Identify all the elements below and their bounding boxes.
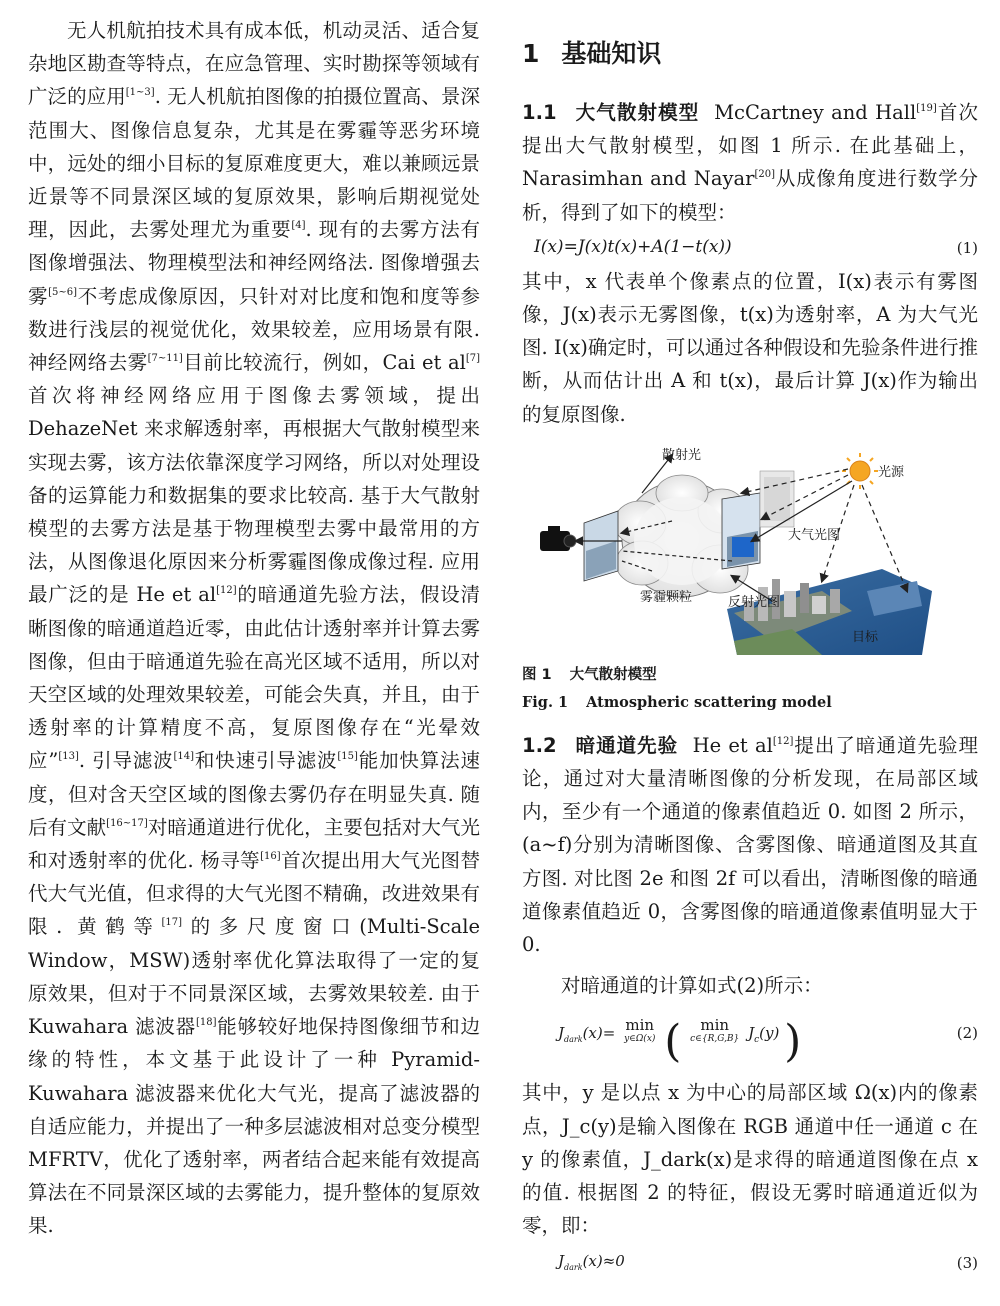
citation: [13] <box>58 751 79 763</box>
citation: [16~17] <box>106 817 148 829</box>
text-run: 提出了暗通道先验理论，通过对大量清晰图像的分析发现，在局部区域内，至少有一个通道的像素值趋近 0. 如图 2 所示，(a~f)分别为清晰图像、含雾图像、暗通道图及其直方图. 对比图 2e 和图 2f 可以看出，清晰图像的暗通道像素值趋近 0，含雾图像的暗通道像素值明显大于 0. <box>522 733 978 957</box>
citation: [17] <box>161 917 182 929</box>
eq2-inner: J <box>748 1024 755 1043</box>
eq2-lhs-sub: dark <box>564 1035 583 1045</box>
text-run: 的多尺度窗口(Multi-Scale Window，MSW)透射率优化算法取得了一定的复原效果，但对于不同景深区域，去雾效果较差. 由于 Kuwahara 滤波器 <box>28 915 480 1039</box>
eq2-min2 <box>690 1016 739 1044</box>
eq2-min1-op: min <box>625 1016 655 1035</box>
eq2-min1 <box>624 1016 655 1044</box>
subsection-1-1-heading <box>522 101 699 124</box>
text-run: 首次提出大气散射模型，如图 1 所示. 在此基础上，Narasimhan and Nayar <box>522 101 978 191</box>
eq3-rhs: (x)≈0 <box>582 1252 625 1271</box>
subsection-1-2-heading <box>522 734 678 757</box>
subsection-number: 1.1 <box>522 101 557 124</box>
eq2-lparen: ( <box>664 1016 682 1068</box>
citation: [19] <box>916 103 937 114</box>
figure-1-caption-text: 大气散射模型 <box>569 666 657 683</box>
equation-2-number: (2) <box>956 1024 978 1043</box>
equation-2 <box>522 1008 978 1068</box>
text-run: 能够较好地保持图像细节和边缘的特性，本文基于此设计了一种 Pyramid-Kuwahara 滤波器来优化大气光，提高了滤波器的自适应能力，并提出了一种多层滤波相对总变分模型 MFRTV，优化了透射率，两者结合起来能有效提高算法在不同景深区域的去雾能力，提升整体的复原效果. <box>28 1015 480 1238</box>
citation: [12] <box>772 735 794 747</box>
right-column <box>522 14 978 1278</box>
text-run: 首次将神经网络应用于图像去雾领域，提出 DehazeNet 来求解透射率，再根据大气散射模型来实现去雾，该方法依靠深度学习网络，所以对处理设备的运算能力和数据集的要求比较高. 基于大气散射模型的去雾方法是基于物理模型去雾中最常用的方法，从图像退化原因来分析雾霾图像成像过程. 应用最广泛的是 He et al <box>28 384 480 607</box>
text-run: 目前比较流行，例如，Cai et al <box>182 351 466 375</box>
figure-1-caption-en <box>522 693 978 713</box>
label-reflect-light-map: 反射光图 <box>728 594 781 610</box>
atmospheric-scattering-diagram <box>522 441 978 655</box>
label-light-source: 光源 <box>878 464 905 480</box>
text-run: 从成像角度进行数学分析，得到了如下的模型： <box>522 167 978 224</box>
text-run: 不考虑成像原因，只针对对比度和饱和度等参数进行浅层的视觉优化，效果较差，应用场景有限. 神经网络去雾 <box>28 284 480 375</box>
text-run: . 无人机航拍图像的拍摄位置高、景深范围大、图像信息复杂，尤其是在雾霾等恶劣环境中，远处的细小目标的复原难度更大，难以兼顾远景近景等不同景深区域的复原效果，影响后期视觉处理，因此，去雾处理尤为重要 <box>28 85 480 242</box>
label-atmos-light-map: 大气光图 <box>788 527 841 543</box>
figure-1-caption-en-text: Atmospheric scattering model <box>586 693 832 711</box>
citation: [18] <box>195 1017 217 1029</box>
text-run: 的暗通道先验方法，假设清晰图像的暗通道趋近零，由此估计透射率并计算去雾图像，但由于暗通道先验在高光区域不适用，所以对天空区域的处理效果较差，可能会失真，并且，由于透射率的计算精度不高，复原图像存在“光晕效应” <box>28 583 480 773</box>
subsection-1-2-paragraph <box>522 729 978 961</box>
equation-2-body <box>558 1016 801 1067</box>
eq2-min2-sub: c∈{R,G,B} <box>690 1034 740 1045</box>
equation-3 <box>522 1246 978 1276</box>
eq2-inner-sub: c <box>754 1035 760 1046</box>
citation: [5~6] <box>48 286 78 298</box>
text-run: He et al <box>692 733 773 757</box>
figure-1-caption <box>522 665 978 685</box>
citation: [7] <box>465 353 480 365</box>
label-target: 目标 <box>852 629 879 645</box>
text-run: 无人机航拍技术具有成本低，机动灵活、适合复杂地区勘查等特点，在应急管理、实时勘探等领域有广泛的应用 <box>28 19 480 109</box>
eq2-min2-op: min <box>700 1016 730 1035</box>
section-heading <box>522 34 978 70</box>
equation-3-number: (3) <box>956 1254 978 1273</box>
text-run: McCartney and Hall <box>714 101 917 124</box>
label-haze-particles: 雾霾颗粒 <box>640 589 693 605</box>
eq3-lhs: J <box>558 1252 565 1271</box>
figure-1 <box>522 441 978 655</box>
eq2-lhs-arg: (x)= <box>582 1024 616 1043</box>
equation-1-number: (1) <box>956 238 978 257</box>
section-number: 1 <box>522 39 540 68</box>
subsection-number: 1.2 <box>522 733 557 757</box>
paragraph-after-eq1: 其中，x 代表单个像素点的位置，I(x)表示有雾图像，J(x)表示无雾图像，t(x)为透射率，A 为大气光图. I(x)确定时，可以通过各种假设和先验条件进行推断，从而估计出 A 和 t(x)，最后计算 J(x)作为输出的复原图像. <box>522 269 978 426</box>
dark-channel-calc-paragraph: 对暗通道的计算如式(2)所示： <box>561 974 823 998</box>
subsection-title: 大气散射模型 <box>574 101 700 124</box>
figure-1-label-en: Fig. 1 <box>522 693 569 711</box>
citation: [15] <box>337 751 358 763</box>
eq2-min1-sub: y∈Ω(x) <box>624 1034 656 1045</box>
subsection-1-2-body <box>522 734 978 956</box>
left-column <box>28 14 480 1243</box>
label-scatter-light: 散射光 <box>662 447 702 463</box>
citation: [1~3] <box>125 87 155 99</box>
citation: [16] <box>260 851 281 863</box>
text-run: . 现有的去雾方法有图像增强法、物理模型法和神经网络法. 图像增强去雾 <box>28 218 480 308</box>
eq2-lhs: J <box>558 1024 565 1043</box>
text-run: 首次提出用大气光图替代大气光值，但求得的大气光图不精确，改进效果有限. 黄鹤等 <box>28 849 480 939</box>
section-title: 基础知识 <box>561 39 662 68</box>
city-target-image <box>727 569 932 655</box>
text-run: 对暗通道进行优化，主要包括对大气光和对透射率的优化. 杨寻等 <box>28 815 480 873</box>
citation: [14] <box>173 751 195 763</box>
camera-icon <box>540 526 576 551</box>
intro-paragraph <box>28 14 480 1243</box>
subsection-1-1-paragraph <box>522 96 978 229</box>
eq2-inner-arg: (y) <box>759 1024 780 1043</box>
eq3-lhs-sub: dark <box>564 1263 583 1273</box>
text-run: 和快速引导滤波 <box>194 749 338 773</box>
text-run: . 引导滤波 <box>78 749 174 773</box>
citation: [20] <box>754 169 775 181</box>
figure-1-label: 图 1 <box>522 666 552 683</box>
equation-1-body: I(x)=J(x)t(x)+A(1−t(x)) <box>534 236 732 257</box>
citation: [4] <box>291 220 306 232</box>
subsection-title: 暗通道先验 <box>574 733 679 757</box>
equation-3-body <box>558 1252 625 1272</box>
equation-1 <box>522 231 978 263</box>
eq2-rparen: ) <box>784 1016 802 1068</box>
paragraph-after-eq2: 其中，y 是以点 x 为中心的局部区域 Ω(x)内的像素点，J_c(y)是输入图像在 RGB 通道中任一通道 c 在 y 的像素值，J_dark(x)是求得的暗通道图像在点 x 的值. 根据图 2 的特征，假设无雾时暗通道近似为零，即： <box>522 1081 978 1238</box>
citation: [12] <box>216 585 237 597</box>
citation: [7~11] <box>147 353 183 365</box>
text-run: 能加快算法速度，但对含天空区域的图像去雾仍存在明显失真. 随后有文献 <box>28 749 480 839</box>
